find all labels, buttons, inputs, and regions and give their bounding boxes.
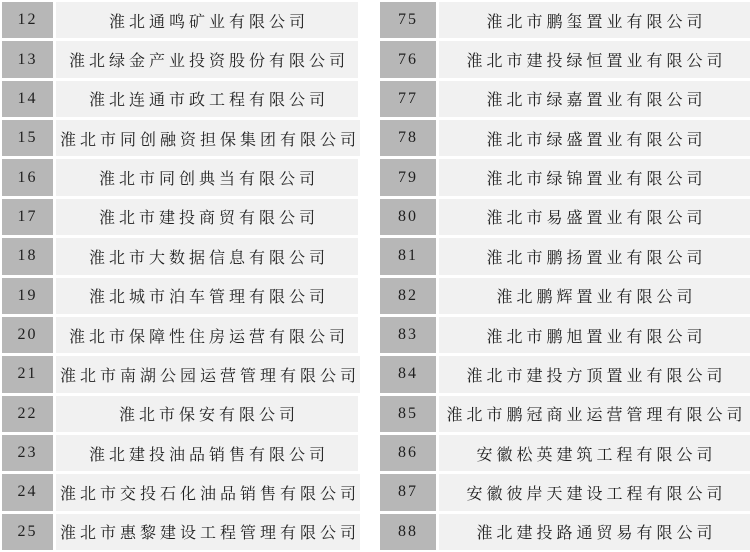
- row-number-cell: 75: [380, 2, 436, 38]
- row-number-cell: 24: [2, 474, 53, 510]
- row-number-cell: 85: [380, 396, 436, 432]
- table-row: [2, 41, 358, 77]
- company-name-cell: 淮北市鹏冠商业运营管理有限公司: [439, 396, 750, 432]
- row-number-cell: 17: [2, 199, 53, 235]
- table-row: [2, 2, 358, 38]
- row-number-cell: 13: [2, 41, 53, 77]
- table-row: [2, 317, 358, 353]
- table-row: [380, 396, 750, 432]
- row-number-cell: 79: [380, 159, 436, 195]
- company-name-cell: 安徽彼岸天建设工程有限公司: [439, 474, 750, 510]
- row-number-cell: 12: [2, 2, 53, 38]
- table-row: [2, 81, 358, 117]
- row-number-cell: 76: [380, 41, 436, 77]
- row-number-cell: 80: [380, 199, 436, 235]
- row-number-cell: 18: [2, 238, 53, 274]
- row-number-cell: 25: [2, 514, 53, 550]
- company-name-cell: 淮北市易盛置业有限公司: [439, 199, 750, 235]
- company-name-cell: 淮北建投油品销售有限公司: [56, 435, 358, 471]
- company-name-cell: 淮北市交投石化油品销售有限公司: [56, 474, 360, 510]
- row-number-cell: 14: [2, 81, 53, 117]
- row-number-cell: 77: [380, 81, 436, 117]
- company-table-right: [380, 2, 750, 550]
- company-name-cell: 淮北市建投方顶置业有限公司: [439, 356, 750, 392]
- company-table-left: [2, 2, 361, 550]
- table-row: [380, 435, 750, 471]
- company-name-cell: 淮北鹏辉置业有限公司: [439, 278, 750, 314]
- company-name-cell: 淮北市同创典当有限公司: [56, 159, 358, 195]
- table-row: [2, 514, 361, 550]
- company-name-cell: 淮北市南湖公园运营管理有限公司: [56, 356, 360, 392]
- company-name-cell: 淮北市绿嘉置业有限公司: [439, 81, 750, 117]
- row-number-cell: 21: [2, 356, 53, 392]
- row-number-cell: 15: [2, 120, 53, 156]
- table-row: [380, 317, 750, 353]
- table-row: [380, 278, 750, 314]
- table-row: [380, 474, 750, 510]
- company-name-cell: 淮北市大数据信息有限公司: [56, 238, 358, 274]
- company-name-cell: 淮北市保障性住房运营有限公司: [56, 317, 358, 353]
- row-number-cell: 81: [380, 238, 436, 274]
- table-row: [2, 435, 358, 471]
- company-name-cell: 淮北城市泊车管理有限公司: [56, 278, 358, 314]
- table-row: [380, 356, 750, 392]
- company-name-cell: 淮北市绿锦置业有限公司: [439, 159, 750, 195]
- table-row: [2, 120, 361, 156]
- company-name-cell: 安徽松英建筑工程有限公司: [439, 435, 750, 471]
- table-row: [2, 396, 358, 432]
- company-name-cell: 淮北连通市政工程有限公司: [56, 81, 358, 117]
- table-row: [380, 81, 750, 117]
- company-name-cell: 淮北市同创融资担保集团有限公司: [56, 120, 360, 156]
- company-name-cell: 淮北市保安有限公司: [56, 396, 358, 432]
- company-name-cell: 淮北通鸣矿业有限公司: [56, 2, 358, 38]
- row-number-cell: 86: [380, 435, 436, 471]
- row-number-cell: 23: [2, 435, 53, 471]
- row-number-cell: 83: [380, 317, 436, 353]
- company-name-cell: 淮北市鹏旭置业有限公司: [439, 317, 750, 353]
- company-name-cell: 淮北市建投绿恒置业有限公司: [439, 41, 750, 77]
- row-number-cell: 87: [380, 474, 436, 510]
- row-number-cell: 22: [2, 396, 53, 432]
- row-number-cell: 78: [380, 120, 436, 156]
- company-name-cell: 淮北建投路通贸易有限公司: [439, 514, 750, 550]
- table-row: [2, 159, 358, 195]
- company-name-cell: 淮北市惠黎建设工程管理有限公司: [56, 514, 360, 550]
- company-name-cell: 淮北市建投商贸有限公司: [56, 199, 358, 235]
- table-row: [380, 2, 750, 38]
- table-row: [2, 356, 361, 392]
- company-name-cell: 淮北绿金产业投资股份有限公司: [56, 41, 358, 77]
- row-number-cell: 88: [380, 514, 436, 550]
- table-row: [380, 238, 750, 274]
- row-number-cell: 16: [2, 159, 53, 195]
- row-number-cell: 82: [380, 278, 436, 314]
- row-number-cell: 19: [2, 278, 53, 314]
- table-row: [2, 199, 358, 235]
- table-row: [380, 120, 750, 156]
- table-row: [380, 514, 750, 550]
- table-row: [2, 474, 361, 510]
- company-name-cell: 淮北市鹏扬置业有限公司: [439, 238, 750, 274]
- table-row: [380, 199, 750, 235]
- table-row: [380, 159, 750, 195]
- company-name-cell: 淮北市鹏玺置业有限公司: [439, 2, 750, 38]
- row-number-cell: 84: [380, 356, 436, 392]
- table-row: [2, 238, 358, 274]
- row-number-cell: 20: [2, 317, 53, 353]
- table-row: [380, 41, 750, 77]
- company-name-cell: 淮北市绿盛置业有限公司: [439, 120, 750, 156]
- table-row: [2, 278, 358, 314]
